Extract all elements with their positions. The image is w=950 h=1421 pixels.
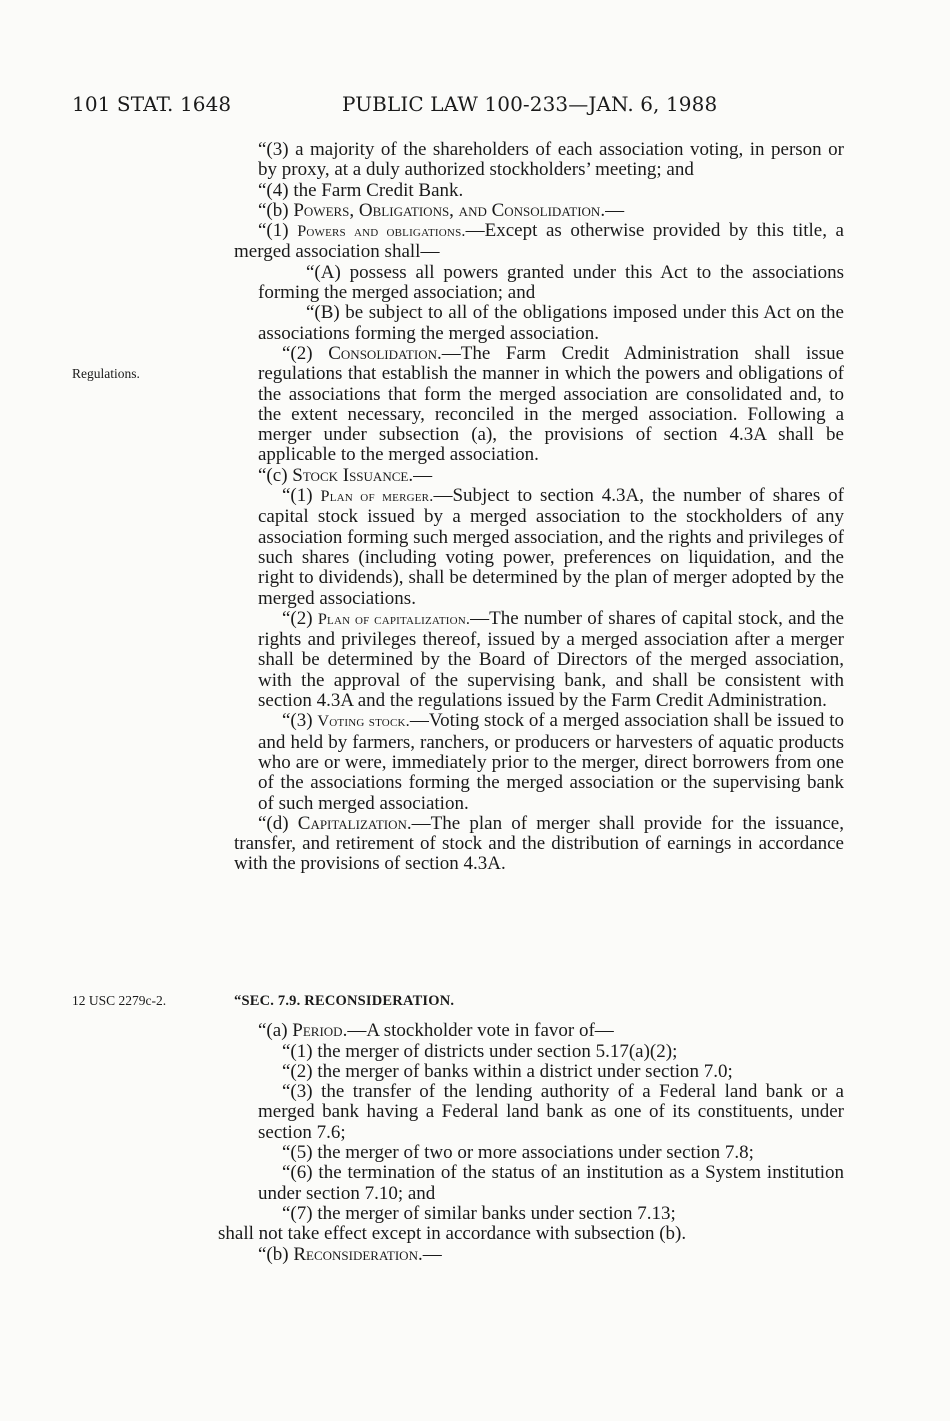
paragraph-label: “(b) xyxy=(258,199,294,221)
paragraph-text: “(7) the merger of similar banks under section 7.13; xyxy=(282,1202,676,1224)
subsection-heading: Powers, Obligations, and Consolidation.— xyxy=(293,199,625,221)
section-title: “SEC. 7.9. RECONSIDERATION. xyxy=(234,993,455,1009)
statute-text-upper xyxy=(234,140,844,875)
paragraph xyxy=(234,711,844,813)
list-item xyxy=(234,1204,844,1224)
paragraph-text: “(4) the Farm Credit Bank. xyxy=(258,179,464,201)
paragraph-text: “(2) the merger of banks within a district under section 7.0; xyxy=(282,1060,733,1082)
paragraph-label: “(3) xyxy=(282,710,318,732)
statute-text-lower xyxy=(218,990,844,1265)
paragraph-label: “(2) xyxy=(282,607,318,629)
subsection-heading: Reconsideration.— xyxy=(293,1243,442,1265)
subsection-heading: Period. xyxy=(292,1020,348,1042)
paragraph xyxy=(234,140,844,181)
paragraph xyxy=(234,609,844,711)
paragraph-text: —The number of shares of capital stock, and the rights and privileges thereof, issued by a merged association after a merger shall be determined by the Board of Directors of the merged association, with the approval of the supervising bank, and shall be consistent with section 4.3A and the regulations issued by the Farm Credit Administration. xyxy=(258,607,844,712)
paragraph-heading: Voting stock. xyxy=(317,713,410,731)
paragraph-text: “(3) a majority of the shareholders of each association voting, in person or by proxy, at a duly authorized stockholders’ meeting; and xyxy=(258,139,844,181)
paragraph-label: “(b) xyxy=(258,1243,294,1265)
subsection-b-reconsideration xyxy=(234,1245,844,1265)
paragraph-heading: Consolidation. xyxy=(328,342,442,364)
paragraph-text: “(1) the merger of districts under section 5.17(a)(2); xyxy=(282,1040,678,1062)
paragraph-text: —Subject to section 4.3A, the number of shares of capital stock issued by a merged association to the stockholders of any association forming such merged association, and the rights and privileges of such shares (including voting power, preferences on liquidation, and the right to dividends), shall be determined by the plan of merger adopted by the merged associations. xyxy=(258,485,845,609)
paragraph-heading: Powers and obligations. xyxy=(297,223,466,241)
paragraph-heading: Plan of merger. xyxy=(320,488,434,506)
paragraph-text: —A stockholder vote in favor of— xyxy=(347,1020,614,1042)
paragraph-text: —Except as otherwise provided by this title, a merged association shall— xyxy=(234,220,844,263)
paragraph-text: “(5) the merger of two or more associations under section 7.8; xyxy=(282,1142,754,1164)
paragraph-label: “(2) xyxy=(282,342,329,364)
list-item xyxy=(234,1143,844,1163)
paragraph-heading: Plan of capitalization. xyxy=(317,610,471,628)
paragraph-label: “(1) xyxy=(258,220,298,242)
paragraph xyxy=(234,263,844,304)
paragraph xyxy=(218,1224,844,1244)
paragraph-text: —The Farm Credit Administration shall issue regulations that establish the manner in which the powers and obligations of the associations that form the merged association are consolidated and, to the extent necessary, reconciled in the merged association. Following a merger under subsection (a), the provisions of section 4.3A shall be applicable to the merged association. xyxy=(258,342,844,466)
subsection-d xyxy=(234,814,844,875)
paragraph-label: “(1) xyxy=(282,485,321,507)
paragraph-text: “(6) the termination of the status of an institution as a System institution under section 7.10; and xyxy=(258,1162,844,1204)
list-item xyxy=(234,1062,844,1082)
subsection-c-heading xyxy=(234,466,844,486)
paragraph xyxy=(210,221,844,263)
paragraph-text: —Voting stock of a merged association shall be issued to and held by farmers, ranchers, or producers or harvesters of aquatic products who are or were, immediately prior to the merger, direct borrowers from one of the associations forming the merged association or the supervising bank of such merged association. xyxy=(258,710,844,814)
paragraph xyxy=(234,303,844,344)
margin-note-regulations: Regulations. xyxy=(72,366,140,381)
paragraph-label: “(c) xyxy=(258,464,293,486)
subsection-heading: Capitalization. xyxy=(297,812,412,834)
list-item xyxy=(234,1163,844,1204)
paragraph xyxy=(234,486,844,609)
paragraph-text: —The plan of merger shall provide for the issuance, transfer, and retirement of stock and the distribution of earnings in accordance with the provisions of section 4.3A. xyxy=(234,812,844,875)
paragraph-text: “(3) the transfer of the lending authority of a Federal land bank or a merged bank having a Federal land bank as one of its constituents, under section 7.6; xyxy=(258,1081,844,1143)
subsection-heading: Stock Issuance.— xyxy=(292,464,433,486)
paragraph-label: “(d) xyxy=(258,812,298,834)
list-item xyxy=(234,1082,844,1143)
paragraph xyxy=(234,344,844,466)
paragraph-text: shall not take effect except in accordance with subsection (b). xyxy=(218,1223,687,1245)
subsection-b-heading xyxy=(234,201,844,221)
list-item xyxy=(234,1042,844,1062)
paragraph-text: “(B) be subject to all of the obligations imposed under this Act on the associations forming the merged association. xyxy=(258,302,844,344)
section-heading xyxy=(234,990,844,1011)
running-header: PUBLIC LAW 100-233—JAN. 6, 1988 xyxy=(342,92,718,116)
paragraph-label: “(a) xyxy=(258,1020,293,1042)
subsection-a xyxy=(234,1021,844,1041)
page-citation: 101 STAT. 1648 xyxy=(72,92,232,116)
paragraph xyxy=(234,181,844,201)
paragraph-text: “(A) possess all powers granted under this Act to the associations forming the merged association; and xyxy=(258,261,844,304)
margin-note-usc-citation: 12 USC 2279c-2. xyxy=(72,993,167,1008)
